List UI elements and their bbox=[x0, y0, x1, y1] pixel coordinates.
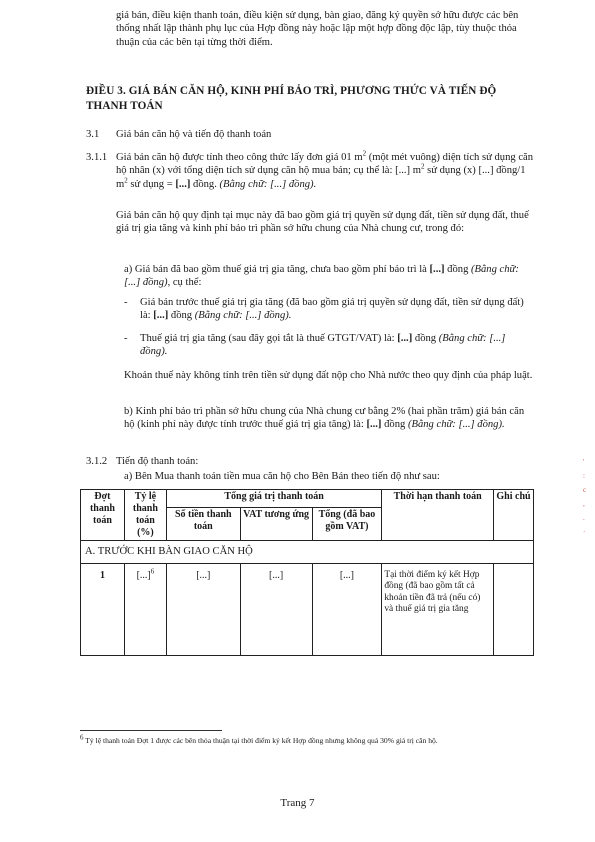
text-run: Giá bán trước thuế giá trị gia tăng (đã bao gồm giá trị quyền sử dụng đất, tiền sử dụng đất) là: bbox=[140, 297, 524, 322]
text-run: sử dụng (x) [...] đồng/1 m bbox=[116, 165, 526, 190]
section-3-1-1-paragraph-2: Giá bán căn hộ quy định tại mục này đã bao gồm giá trị quyền sử dụng đất, tiền sử dụng đất, thuế giá trị gia tăng và kinh phí bảo trì phần sở hữu chung của Nhà chung cư, trong đó: bbox=[116, 210, 529, 235]
footnote-divider bbox=[80, 730, 222, 731]
item-b-maintenance-fee bbox=[124, 405, 534, 432]
text-run: (một mét vuông) diện tích sử dụng căn hộ nhân (x) với tổng diện tích sử dụng căn hộ mua bán; cụ thể là: [...] m bbox=[116, 152, 534, 177]
amount-in-words: (Bằng chữ: [...] đồng). bbox=[407, 419, 505, 431]
amount-in-words: (Bằng chữ: [...] đồng) bbox=[124, 264, 519, 289]
price-placeholder: [...] bbox=[366, 419, 382, 431]
stamp-mark: · bbox=[583, 528, 586, 536]
header-deadline: Thời hạn thanh toán bbox=[382, 490, 494, 541]
text-run: a) Giá bán đã bao gồm thuế giá trị gia tăng, chưa bao gồm phí bảo trì là bbox=[124, 264, 430, 275]
text-run: đồng bbox=[168, 310, 195, 322]
text-run: đồng bbox=[381, 419, 408, 431]
row-note bbox=[494, 564, 534, 656]
item-price-before-vat bbox=[140, 296, 534, 323]
row-period: 1 bbox=[81, 564, 125, 656]
stamp-mark: : bbox=[583, 472, 585, 480]
header-period: Đợt thanh toán bbox=[81, 490, 125, 541]
intro-paragraph: giá bán, điều kiện thanh toán, điều kiện sử dụng, bàn giao, đăng ký quyền sở hữu được các bên thống nhất lập thành phụ lục của Hợp đồng này hoặc lập một hợp đồng độc lập, tùy thuộc thỏa thuận của các bên tại từng thời điểm. bbox=[116, 10, 519, 48]
superscript: 2 bbox=[124, 176, 128, 185]
item-vat bbox=[140, 332, 534, 359]
text-run: , cụ thể: bbox=[167, 277, 202, 289]
payment-schedule-table bbox=[80, 489, 534, 656]
section-3-1-2-title: Tiến độ thanh toán: bbox=[116, 456, 199, 467]
table-row bbox=[81, 564, 534, 656]
tax-note: Khoản thuế này không tính trên tiền sử dụng đất nộp cho Nhà nước theo quy định của pháp luật. bbox=[124, 370, 533, 381]
price-placeholder: [...] bbox=[175, 178, 191, 190]
article-3-heading: ĐIỀU 3. GIÁ BÁN CĂN HỘ, KINH PHÍ BẢO TRÌ, PHƯƠNG THỨC VÀ TIẾN ĐỘ THANH TOÁN bbox=[86, 85, 497, 112]
footnote-mark: 6 bbox=[80, 733, 84, 742]
text-run: đồng bbox=[412, 333, 439, 344]
section-3-1-number: 3.1 bbox=[86, 129, 100, 140]
amount-in-words: (Bằng chữ: [...] đồng). bbox=[140, 333, 506, 358]
stamp-mark: , bbox=[583, 500, 585, 508]
row-deadline: Tại thời điểm ký kết Hợp đồng (đã bao gồm tất cả khoản tiền đã trả (nếu có) và thuế giá trị gia tăng bbox=[382, 564, 494, 656]
price-placeholder: [...] bbox=[153, 310, 169, 322]
dash-bullet: - bbox=[124, 297, 128, 308]
section-3-1-2-number: 3.1.2 bbox=[86, 456, 108, 467]
page-number: Trang 7 bbox=[280, 797, 315, 809]
section-3-1-title: Giá bán căn hộ và tiến độ thanh toán bbox=[116, 129, 272, 140]
text-run: đồng bbox=[444, 264, 472, 275]
row-ratio bbox=[124, 564, 166, 656]
text-run: b) Kinh phí bảo trì phần sở hữu chung của Nhà chung cư bằng 2% (hai phần trăm) giá bán căn hộ (kinh phí này được tính trước thuế giá trị gia tăng) là: bbox=[124, 406, 525, 431]
superscript: 2 bbox=[362, 149, 367, 158]
text-run: Giá bán căn hộ được tính theo công thức lấy đơn giá 01 m bbox=[116, 152, 363, 163]
price-placeholder: [...] bbox=[397, 333, 413, 344]
header-note: Ghi chú bbox=[494, 490, 534, 541]
section-3-1-1-number: 3.1.1 bbox=[86, 152, 108, 163]
section-3-1-1-paragraph-1 bbox=[116, 151, 534, 191]
header-ratio: Tỷ lệ thanh toán (%) bbox=[124, 490, 166, 541]
dash-bullet: - bbox=[124, 333, 128, 344]
footnote-text: Tỷ lệ thanh toán Đợt 1 được các bên thỏa thuận tại thời điểm ký kết Hợp đồng nhưng không quá 30% giá trị căn hộ. bbox=[83, 736, 438, 745]
table-section-row bbox=[81, 541, 534, 564]
header-total-value: Tổng giá trị thanh toán bbox=[166, 490, 381, 508]
text-run: Thuế giá trị gia tăng (sau đây gọi tắt là thuế GTGT/VAT) là: bbox=[140, 333, 398, 344]
stamp-mark: ' bbox=[583, 458, 585, 466]
row-vat: [...] bbox=[240, 564, 312, 656]
superscript: 2 bbox=[420, 162, 425, 171]
section-a-label: A. TRƯỚC KHI BÀN GIAO CĂN HỘ bbox=[81, 541, 534, 564]
header-vat: VAT tương ứng bbox=[240, 508, 312, 541]
amount-in-words: (Bằng chữ: [...] đồng). bbox=[219, 178, 317, 190]
table-header-row bbox=[81, 490, 534, 508]
row-sum: [...] bbox=[312, 564, 382, 656]
header-sum: Tổng (đã bao gồm VAT) bbox=[312, 508, 382, 541]
amount-in-words: (Bằng chữ: [...] đồng). bbox=[194, 310, 292, 322]
stamp-mark: c bbox=[583, 486, 587, 494]
row-amount: [...] bbox=[166, 564, 240, 656]
footnote bbox=[80, 733, 530, 746]
text-run: đồng. bbox=[190, 178, 220, 190]
header-amount: Số tiền thanh toán bbox=[166, 508, 240, 541]
price-placeholder: [...] bbox=[429, 264, 445, 275]
footnote-ref: 6 bbox=[150, 567, 155, 576]
stamp-mark: . bbox=[583, 514, 585, 522]
text-run: sử dụng = bbox=[127, 178, 176, 190]
section-3-1-2-item-a: a) Bên Mua thanh toán tiền mua căn hộ cho Bên Bán theo tiến độ như sau: bbox=[124, 471, 440, 482]
ratio-value: [...] bbox=[136, 570, 151, 581]
item-a-price bbox=[124, 263, 534, 290]
margin-stamp-marks bbox=[583, 455, 593, 539]
